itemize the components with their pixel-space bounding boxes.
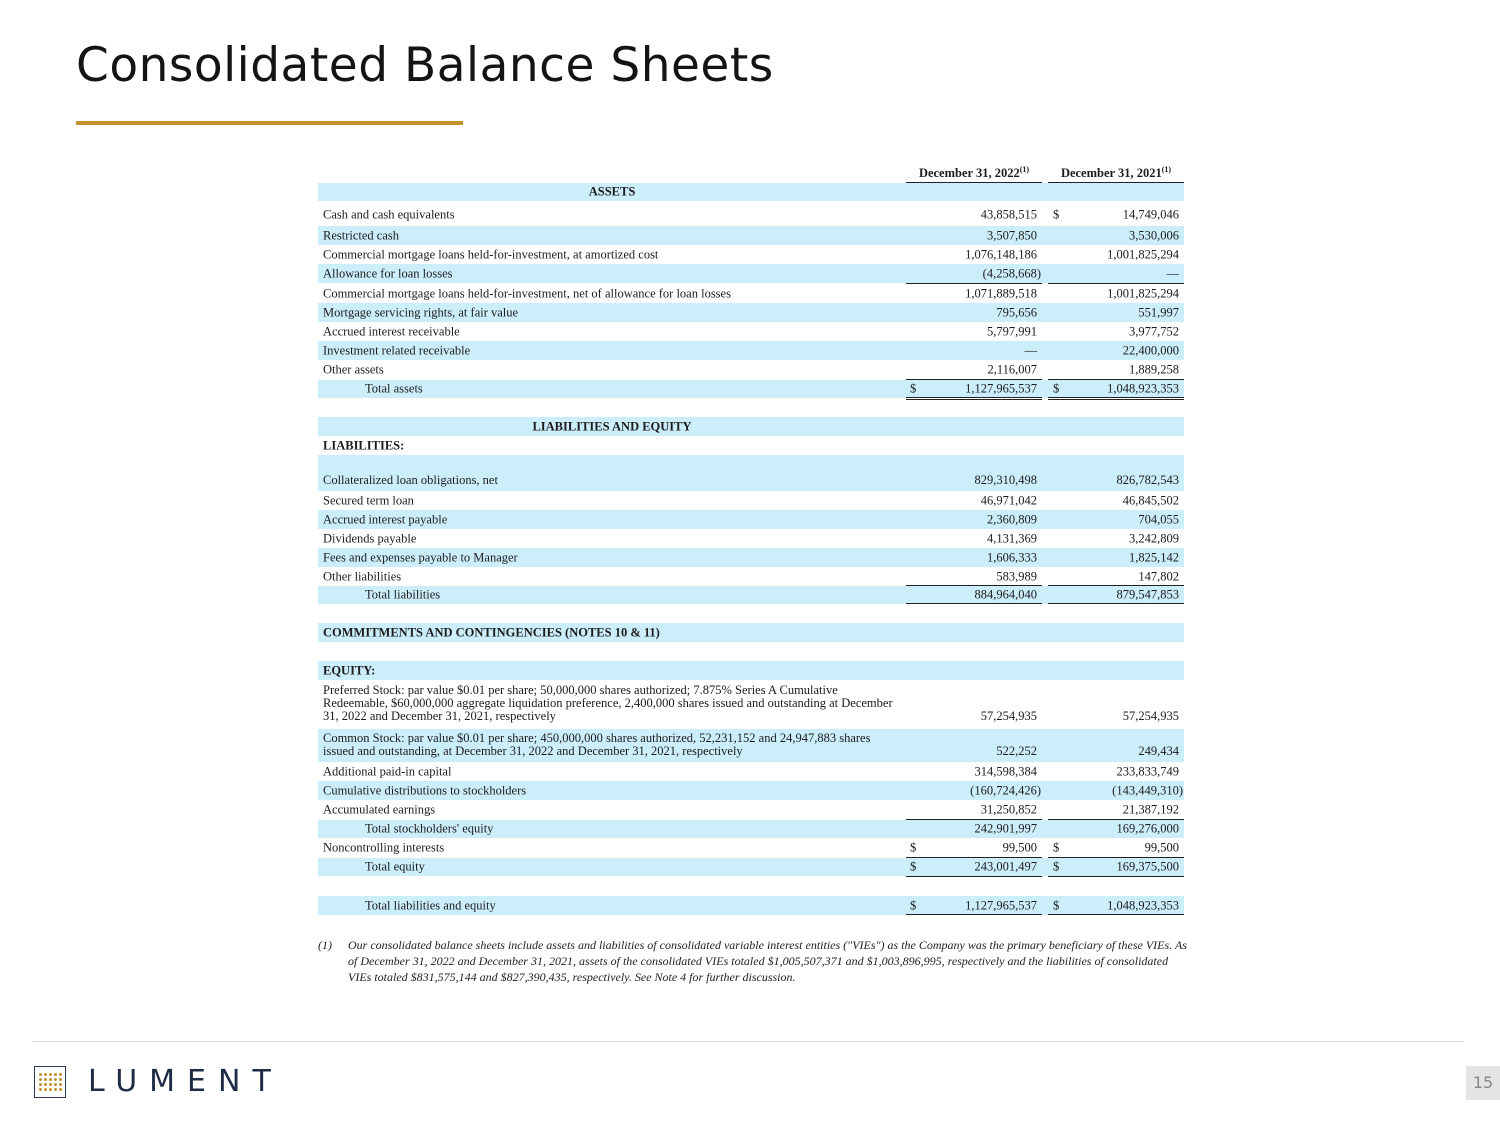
table-row: Dividends payable 4,131,369 3,242,809 bbox=[323, 531, 1179, 545]
title-underline bbox=[76, 121, 463, 125]
table-row: Accumulated earnings 31,250,852 21,387,192 bbox=[323, 802, 1179, 816]
table-row: Fees and expenses payable to Manager 1,606,333 1,825,142 bbox=[318, 548, 1184, 567]
table-row: Other assets 2,116,007 1,889,258 bbox=[323, 362, 1179, 376]
table-row: Commercial mortgage loans held-for-investment, at amortized cost 1,076,148,186 1,001,825,294 bbox=[323, 247, 1179, 261]
total-rule bbox=[1048, 914, 1184, 915]
column-header-2022: December 31, 2022$^{(1)}$ bbox=[906, 165, 1042, 183]
table-row: Secured term loan 46,971,042 46,845,502 bbox=[323, 493, 1179, 507]
total-rule bbox=[1048, 399, 1184, 400]
table-row-total: Total assets $ 1,127,965,537 $ 1,048,923,353 bbox=[318, 380, 1184, 398]
column-header-2021: December 31, 2021$^{(1)}$ bbox=[1048, 165, 1184, 183]
table-row: Noncontrolling interests $ 99,500 $ 99,500 bbox=[323, 840, 1179, 854]
table-row-total: Total liabilities 884,964,040 879,547,853 bbox=[318, 586, 1184, 604]
section-header-assets: ASSETS bbox=[318, 183, 1184, 201]
table-row: Preferred Stock: par value $0.01 per share; 50,000,000 shares authorized; 7.875% Series A Cumulative Redeemable, $60,000,000 aggregate liquidation preference, 2,400,000 shares issued and outstanding at December 31, 2022 and December 31, 2021, respectively 57,254,935 57,254,935 bbox=[323, 683, 1179, 723]
table-row-total: Total equity $ 243,001,497 $ 169,375,500 bbox=[318, 858, 1184, 876]
section-header-commitments: COMMITMENTS AND CONTINGENCIES (NOTES 10 & 11) bbox=[318, 623, 1184, 642]
page-title: Consolidated Balance Sheets bbox=[76, 38, 774, 93]
total-rule bbox=[906, 876, 1042, 877]
table-row: Investment related receivable — 22,400,000 bbox=[318, 341, 1184, 360]
total-rule bbox=[1048, 397, 1184, 398]
table-row: Accrued interest receivable 5,797,991 3,977,752 bbox=[323, 324, 1179, 338]
table-row: Additional paid-in capital 314,598,384 233,833,749 bbox=[323, 764, 1179, 778]
lument-logo-icon bbox=[34, 1066, 66, 1098]
total-rule bbox=[906, 914, 1042, 915]
section-header-equity: EQUITY: bbox=[318, 661, 1184, 680]
table-row: Allowance for loan losses (4,258,668) — bbox=[318, 264, 1184, 283]
table-row: Common Stock: par value $0.01 per share; 450,000,000 shares authorized, 52,231,152 and 24,947,883 shares issued and outstanding, at December 31, 2022 and December 31, 2021, respectively 522,252 249,434 bbox=[318, 729, 1184, 762]
table-row: Cumulative distributions to stockholders (160,724,426) (143,449,310) bbox=[318, 781, 1184, 800]
table-row: Mortgage servicing rights, at fair value 795,656 551,997 bbox=[318, 303, 1184, 322]
lument-logo-text: LUMENT bbox=[88, 1064, 283, 1099]
table-row: Collateralized loan obligations, net 829,310,498 826,782,543 bbox=[318, 455, 1184, 491]
footnote: (1) Our consolidated balance sheets include assets and liabilities of consolidated variable interest entities ("VIEs") as the Company was the primary beneficiary of these VIEs. As of December 31, 2022 and December 31, 2021, assets of the consolidated VIEs totaled $1,005,507,371 and $1,003,896,995, respectively and the liabilities of consolidated VIEs totaled $831,575,144 and $827,390,435, respectively. See Note 4 for further discussion. bbox=[318, 938, 1187, 984]
total-rule bbox=[906, 603, 1042, 604]
table-row: Commercial mortgage loans held-for-investment, net of allowance for loan losses 1,071,889,518 1,001,825,294 bbox=[323, 286, 1179, 300]
table-row: Restricted cash 3,507,850 3,530,006 bbox=[318, 226, 1184, 245]
table-row: Cash and cash equivalents 43,858,515 $ 14,749,046 bbox=[323, 207, 1179, 221]
footer-divider bbox=[32, 1041, 1464, 1042]
total-rule bbox=[1048, 603, 1184, 604]
table-row-total: Total stockholders' equity 242,901,997 169,276,000 bbox=[318, 820, 1184, 838]
table-row: Other liabilities 583,989 147,802 bbox=[323, 569, 1179, 583]
total-rule bbox=[1048, 876, 1184, 877]
table-row: Accrued interest payable 2,360,809 704,055 bbox=[318, 510, 1184, 529]
page-number: 15 bbox=[1466, 1066, 1500, 1100]
section-header-liabilities: LIABILITIES: bbox=[323, 438, 405, 452]
total-rule bbox=[906, 397, 1042, 398]
total-rule bbox=[906, 399, 1042, 400]
section-header-liabilities-equity: LIABILITIES AND EQUITY bbox=[318, 417, 1184, 436]
table-row-grand-total: Total liabilities and equity $ 1,127,965,537 $ 1,048,923,353 bbox=[318, 896, 1184, 915]
